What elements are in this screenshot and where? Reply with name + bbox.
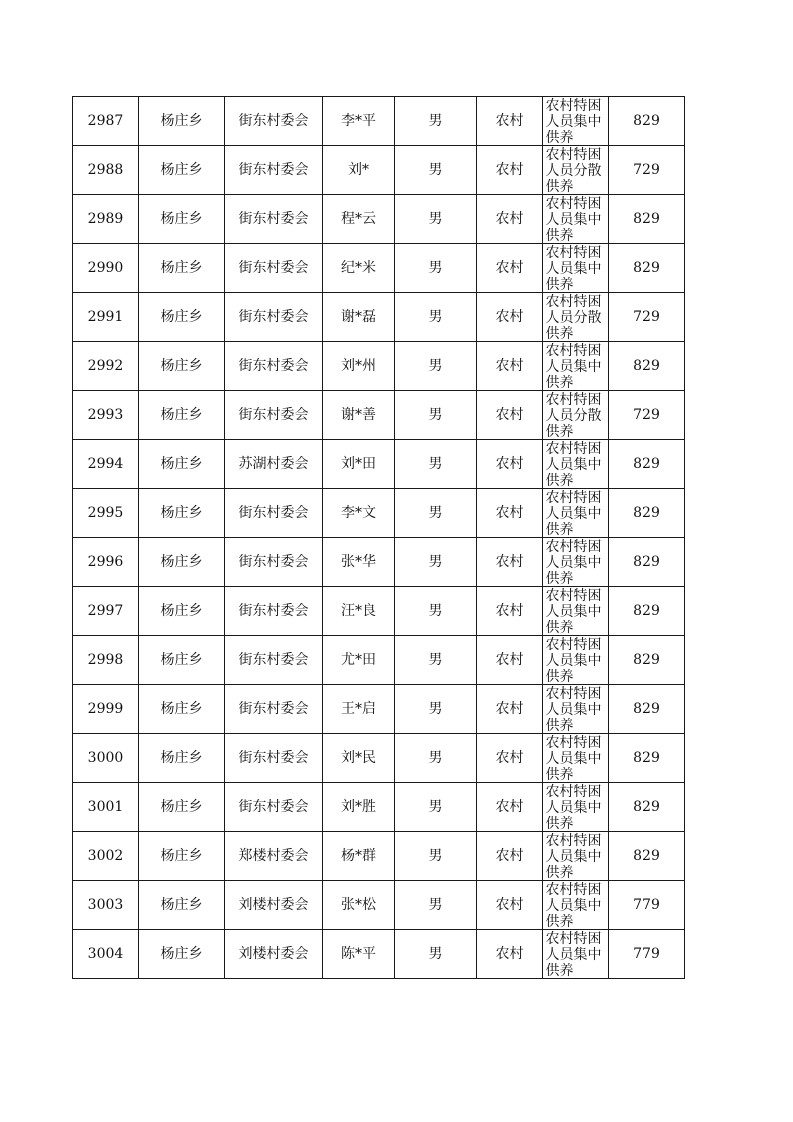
support-type-text-clip (546, 293, 606, 341)
village-committee-cell: 街东村委会 (225, 391, 323, 440)
gender-cell: 男 (395, 440, 477, 489)
gender-cell: 男 (395, 146, 477, 195)
amount-cell: 829 (609, 244, 685, 293)
amount-cell: 829 (609, 342, 685, 391)
area-type-cell: 农村 (477, 391, 543, 440)
serial-number-cell: 2998 (73, 636, 139, 685)
table-row (73, 195, 685, 244)
person-name-cell: 杨*群 (323, 832, 395, 881)
support-type-cell (543, 244, 609, 293)
township-cell: 杨庄乡 (139, 587, 225, 636)
support-type-text: 农村特困人员集中供养 (545, 931, 602, 978)
support-type-text: 农村特困人员集中供养 (545, 245, 602, 292)
person-name-cell: 陈*平 (323, 930, 395, 979)
table-row (73, 342, 685, 391)
gender-cell: 男 (395, 734, 477, 783)
support-type-text-clip (546, 587, 606, 635)
gender-cell: 男 (395, 685, 477, 734)
amount-cell: 829 (609, 538, 685, 587)
support-type-text-clip (546, 930, 606, 978)
amount-cell: 729 (609, 391, 685, 440)
gender-cell: 男 (395, 587, 477, 636)
support-type-cell (543, 195, 609, 244)
village-committee-cell: 街东村委会 (225, 685, 323, 734)
person-name-cell: 程*云 (323, 195, 395, 244)
township-cell: 杨庄乡 (139, 734, 225, 783)
village-committee-cell: 刘楼村委会 (225, 881, 323, 930)
table-row (73, 734, 685, 783)
township-cell: 杨庄乡 (139, 97, 225, 146)
person-name-cell: 谢*磊 (323, 293, 395, 342)
amount-cell: 829 (609, 587, 685, 636)
serial-number-cell: 2992 (73, 342, 139, 391)
table-row (73, 783, 685, 832)
serial-number-cell: 2993 (73, 391, 139, 440)
amount-cell: 829 (609, 783, 685, 832)
amount-cell: 829 (609, 489, 685, 538)
support-type-text-clip (546, 440, 606, 488)
serial-number-cell: 2999 (73, 685, 139, 734)
table-row (73, 293, 685, 342)
township-cell: 杨庄乡 (139, 195, 225, 244)
gender-cell: 男 (395, 636, 477, 685)
amount-cell: 729 (609, 146, 685, 195)
support-type-cell (543, 636, 609, 685)
village-committee-cell: 街东村委会 (225, 195, 323, 244)
support-type-text: 农村特困人员分散供养 (545, 294, 602, 341)
support-type-cell (543, 440, 609, 489)
village-committee-cell: 街东村委会 (225, 734, 323, 783)
serial-number-cell: 2996 (73, 538, 139, 587)
person-name-cell: 刘*田 (323, 440, 395, 489)
village-committee-cell: 街东村委会 (225, 97, 323, 146)
area-type-cell: 农村 (477, 587, 543, 636)
support-type-text-clip (546, 391, 606, 439)
support-type-text: 农村特困人员集中供养 (545, 196, 602, 243)
village-committee-cell: 街东村委会 (225, 538, 323, 587)
serial-number-cell: 2989 (73, 195, 139, 244)
support-type-text-clip (546, 636, 606, 684)
support-type-text: 农村特困人员集中供养 (545, 539, 602, 586)
area-type-cell: 农村 (477, 293, 543, 342)
support-type-cell (543, 146, 609, 195)
table-row (73, 391, 685, 440)
area-type-cell: 农村 (477, 489, 543, 538)
amount-cell: 779 (609, 930, 685, 979)
gender-cell: 男 (395, 244, 477, 293)
amount-cell: 829 (609, 832, 685, 881)
area-type-cell: 农村 (477, 244, 543, 293)
support-type-text: 农村特困人员集中供养 (545, 833, 602, 880)
gender-cell: 男 (395, 489, 477, 538)
support-type-text-clip (546, 342, 606, 390)
township-cell: 杨庄乡 (139, 244, 225, 293)
serial-number-cell: 2994 (73, 440, 139, 489)
village-committee-cell: 街东村委会 (225, 636, 323, 685)
support-type-text: 农村特困人员集中供养 (545, 784, 602, 831)
village-committee-cell: 街东村委会 (225, 293, 323, 342)
serial-number-cell: 2987 (73, 97, 139, 146)
serial-number-cell: 3004 (73, 930, 139, 979)
serial-number-cell: 2997 (73, 587, 139, 636)
township-cell: 杨庄乡 (139, 391, 225, 440)
township-cell: 杨庄乡 (139, 440, 225, 489)
support-type-cell (543, 783, 609, 832)
table-row (73, 685, 685, 734)
area-type-cell: 农村 (477, 783, 543, 832)
support-type-text: 农村特困人员集中供养 (545, 343, 602, 390)
serial-number-cell: 2988 (73, 146, 139, 195)
support-type-text: 农村特困人员集中供养 (545, 735, 602, 782)
serial-number-cell: 2991 (73, 293, 139, 342)
township-cell: 杨庄乡 (139, 146, 225, 195)
support-type-cell (543, 587, 609, 636)
support-type-cell (543, 881, 609, 930)
gender-cell: 男 (395, 930, 477, 979)
village-committee-cell: 街东村委会 (225, 783, 323, 832)
township-cell: 杨庄乡 (139, 832, 225, 881)
support-type-text: 农村特困人员集中供养 (545, 490, 602, 537)
township-cell: 杨庄乡 (139, 489, 225, 538)
support-type-cell (543, 342, 609, 391)
village-committee-cell: 苏湖村委会 (225, 440, 323, 489)
person-name-cell: 王*启 (323, 685, 395, 734)
amount-cell: 779 (609, 881, 685, 930)
person-name-cell: 刘* (323, 146, 395, 195)
support-type-text-clip (546, 881, 606, 929)
support-type-text-clip (546, 832, 606, 880)
support-type-text-clip (546, 783, 606, 831)
support-type-cell (543, 685, 609, 734)
gender-cell: 男 (395, 342, 477, 391)
township-cell: 杨庄乡 (139, 783, 225, 832)
gender-cell: 男 (395, 97, 477, 146)
support-type-text-clip (546, 195, 606, 243)
area-type-cell: 农村 (477, 342, 543, 391)
gender-cell: 男 (395, 832, 477, 881)
support-type-cell (543, 832, 609, 881)
table-row (73, 832, 685, 881)
table-row (73, 146, 685, 195)
support-type-cell (543, 489, 609, 538)
serial-number-cell: 3003 (73, 881, 139, 930)
township-cell: 杨庄乡 (139, 881, 225, 930)
township-cell: 杨庄乡 (139, 636, 225, 685)
area-type-cell: 农村 (477, 195, 543, 244)
village-committee-cell: 街东村委会 (225, 587, 323, 636)
support-type-text-clip (546, 734, 606, 782)
amount-cell: 829 (609, 195, 685, 244)
area-type-cell: 农村 (477, 930, 543, 979)
village-committee-cell: 街东村委会 (225, 244, 323, 293)
person-name-cell: 李*平 (323, 97, 395, 146)
gender-cell: 男 (395, 391, 477, 440)
amount-cell: 829 (609, 440, 685, 489)
person-name-cell: 李*文 (323, 489, 395, 538)
support-type-text: 农村特困人员分散供养 (545, 392, 602, 439)
gender-cell: 男 (395, 195, 477, 244)
table-row (73, 489, 685, 538)
person-name-cell: 张*松 (323, 881, 395, 930)
township-cell: 杨庄乡 (139, 342, 225, 391)
serial-number-cell: 2990 (73, 244, 139, 293)
area-type-cell: 农村 (477, 685, 543, 734)
village-committee-cell: 郑楼村委会 (225, 832, 323, 881)
gender-cell: 男 (395, 783, 477, 832)
township-cell: 杨庄乡 (139, 930, 225, 979)
table-row (73, 930, 685, 979)
table-row (73, 244, 685, 293)
area-type-cell: 农村 (477, 636, 543, 685)
gender-cell: 男 (395, 293, 477, 342)
serial-number-cell: 3002 (73, 832, 139, 881)
amount-cell: 829 (609, 636, 685, 685)
support-type-text: 农村特困人员集中供养 (545, 637, 602, 684)
person-name-cell: 刘*民 (323, 734, 395, 783)
person-name-cell: 刘*胜 (323, 783, 395, 832)
serial-number-cell: 3000 (73, 734, 139, 783)
amount-cell: 829 (609, 97, 685, 146)
support-type-text-clip (546, 244, 606, 292)
gender-cell: 男 (395, 538, 477, 587)
table-row (73, 97, 685, 146)
table-row (73, 538, 685, 587)
serial-number-cell: 2995 (73, 489, 139, 538)
person-name-cell: 谢*善 (323, 391, 395, 440)
support-type-text: 农村特困人员集中供养 (545, 441, 602, 488)
area-type-cell: 农村 (477, 734, 543, 783)
amount-cell: 829 (609, 734, 685, 783)
support-type-text: 农村特困人员集中供养 (545, 98, 602, 145)
area-type-cell: 农村 (477, 440, 543, 489)
township-cell: 杨庄乡 (139, 293, 225, 342)
village-committee-cell: 街东村委会 (225, 146, 323, 195)
support-type-cell (543, 930, 609, 979)
support-type-cell (543, 734, 609, 783)
person-name-cell: 汪*良 (323, 587, 395, 636)
support-type-text: 农村特困人员集中供养 (545, 686, 602, 733)
support-type-cell (543, 97, 609, 146)
village-committee-cell: 街东村委会 (225, 489, 323, 538)
support-type-cell (543, 293, 609, 342)
person-name-cell: 刘*州 (323, 342, 395, 391)
support-type-text: 农村特困人员集中供养 (545, 588, 602, 635)
support-type-text: 农村特困人员集中供养 (545, 882, 602, 929)
serial-number-cell: 3001 (73, 783, 139, 832)
amount-cell: 829 (609, 685, 685, 734)
area-type-cell: 农村 (477, 832, 543, 881)
person-name-cell: 张*华 (323, 538, 395, 587)
village-committee-cell: 刘楼村委会 (225, 930, 323, 979)
area-type-cell: 农村 (477, 538, 543, 587)
table-body (73, 97, 685, 979)
area-type-cell: 农村 (477, 97, 543, 146)
area-type-cell: 农村 (477, 146, 543, 195)
township-cell: 杨庄乡 (139, 538, 225, 587)
table-row (73, 636, 685, 685)
support-type-cell (543, 391, 609, 440)
support-type-cell (543, 538, 609, 587)
support-type-text-clip (546, 146, 606, 194)
beneficiary-table (72, 96, 685, 979)
person-name-cell: 纪*米 (323, 244, 395, 293)
support-type-text-clip (546, 538, 606, 586)
support-type-text-clip (546, 685, 606, 733)
township-cell: 杨庄乡 (139, 685, 225, 734)
area-type-cell: 农村 (477, 881, 543, 930)
person-name-cell: 尤*田 (323, 636, 395, 685)
support-type-text: 农村特困人员分散供养 (545, 147, 602, 194)
table-row (73, 881, 685, 930)
table-row (73, 440, 685, 489)
gender-cell: 男 (395, 881, 477, 930)
support-type-text-clip (546, 489, 606, 537)
table-row (73, 587, 685, 636)
support-type-text-clip (546, 97, 606, 145)
village-committee-cell: 街东村委会 (225, 342, 323, 391)
amount-cell: 729 (609, 293, 685, 342)
